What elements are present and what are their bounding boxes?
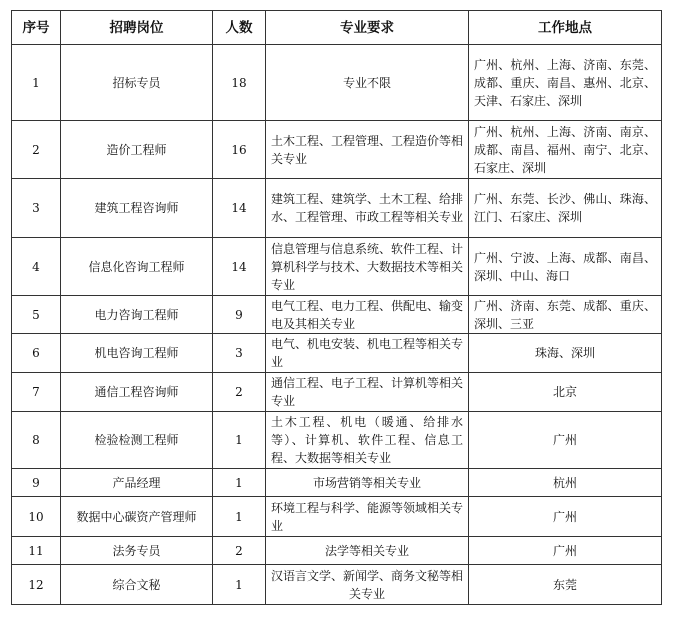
cell-count: 9 <box>213 296 266 334</box>
cell-location: 东莞 <box>469 565 662 605</box>
cell-location: 广州、杭州、上海、济南、东莞、成都、重庆、南昌、惠州、北京、天津、石家庄、深圳 <box>469 45 662 121</box>
table-row <box>12 334 662 373</box>
cell-seq: 10 <box>12 497 61 537</box>
cell-count: 2 <box>213 373 266 412</box>
table-row <box>12 565 662 605</box>
cell-seq: 6 <box>12 334 61 373</box>
cell-count: 14 <box>213 179 266 238</box>
table-row <box>12 45 662 121</box>
table-row <box>12 238 662 296</box>
cell-seq: 8 <box>12 412 61 469</box>
table-row <box>12 497 662 537</box>
cell-major: 法学等相关专业 <box>266 537 469 565</box>
cell-location: 杭州 <box>469 469 662 497</box>
header-count: 人数 <box>213 11 266 45</box>
cell-location: 广州、济南、东莞、成都、重庆、深圳、三亚 <box>469 296 662 334</box>
cell-location: 广州 <box>469 537 662 565</box>
cell-major: 电气工程、电力工程、供配电、输变电及其相关专业 <box>266 296 469 334</box>
header-seq: 序号 <box>12 11 61 45</box>
cell-major: 建筑工程、建筑学、土木工程、给排水、工程管理、市政工程等相关专业 <box>266 179 469 238</box>
table-row <box>12 373 662 412</box>
cell-major: 电气、机电安装、机电工程等相关专业 <box>266 334 469 373</box>
cell-location: 广州、宁波、上海、成都、南昌、深圳、中山、海口 <box>469 238 662 296</box>
table-row <box>12 121 662 179</box>
table-row <box>12 296 662 334</box>
cell-count: 1 <box>213 469 266 497</box>
cell-major: 信息管理与信息系统、软件工程、计算机科学与技术、大数据技术等相关专业 <box>266 238 469 296</box>
cell-major: 通信工程、电子工程、计算机等相关专业 <box>266 373 469 412</box>
cell-count: 2 <box>213 537 266 565</box>
cell-major: 专业不限 <box>266 45 469 121</box>
header-location: 工作地点 <box>469 11 662 45</box>
header-row <box>12 11 662 45</box>
cell-position: 数据中心碳资产管理师 <box>61 497 213 537</box>
cell-location: 北京 <box>469 373 662 412</box>
table-row <box>12 537 662 565</box>
cell-count: 1 <box>213 565 266 605</box>
cell-seq: 11 <box>12 537 61 565</box>
cell-position: 检验检测工程师 <box>61 412 213 469</box>
cell-location: 广州、杭州、上海、济南、南京、成都、南昌、福州、南宁、北京、石家庄、深圳 <box>469 121 662 179</box>
cell-position: 机电咨询工程师 <box>61 334 213 373</box>
cell-position: 招标专员 <box>61 45 213 121</box>
cell-seq: 9 <box>12 469 61 497</box>
table-row <box>12 412 662 469</box>
cell-major: 土木工程、机电（暖通、给排水等）、计算机、软件工程、信息工程、大数据等相关专业 <box>266 412 469 469</box>
cell-position: 电力咨询工程师 <box>61 296 213 334</box>
cell-location: 广州 <box>469 412 662 469</box>
cell-position: 造价工程师 <box>61 121 213 179</box>
cell-count: 14 <box>213 238 266 296</box>
cell-location: 珠海、深圳 <box>469 334 662 373</box>
cell-major: 环境工程与科学、能源等领域相关专业 <box>266 497 469 537</box>
recruitment-table <box>11 10 662 605</box>
cell-count: 3 <box>213 334 266 373</box>
header-position: 招聘岗位 <box>61 11 213 45</box>
cell-position: 综合文秘 <box>61 565 213 605</box>
cell-major: 土木工程、工程管理、工程造价等相关专业 <box>266 121 469 179</box>
cell-seq: 12 <box>12 565 61 605</box>
cell-seq: 7 <box>12 373 61 412</box>
cell-count: 18 <box>213 45 266 121</box>
cell-position: 通信工程咨询师 <box>61 373 213 412</box>
cell-position: 信息化咨询工程师 <box>61 238 213 296</box>
cell-location: 广州 <box>469 497 662 537</box>
table-row <box>12 179 662 238</box>
cell-count: 16 <box>213 121 266 179</box>
table-row <box>12 469 662 497</box>
cell-major: 汉语言文学、新闻学、商务文秘等相关专业 <box>266 565 469 605</box>
cell-seq: 1 <box>12 45 61 121</box>
cell-location: 广州、东莞、长沙、佛山、珠海、江门、石家庄、深圳 <box>469 179 662 238</box>
cell-major: 市场营销等相关专业 <box>266 469 469 497</box>
cell-seq: 2 <box>12 121 61 179</box>
cell-seq: 4 <box>12 238 61 296</box>
cell-position: 法务专员 <box>61 537 213 565</box>
cell-count: 1 <box>213 412 266 469</box>
cell-count: 1 <box>213 497 266 537</box>
cell-seq: 5 <box>12 296 61 334</box>
header-major: 专业要求 <box>266 11 469 45</box>
cell-position: 建筑工程咨询师 <box>61 179 213 238</box>
cell-seq: 3 <box>12 179 61 238</box>
cell-position: 产品经理 <box>61 469 213 497</box>
